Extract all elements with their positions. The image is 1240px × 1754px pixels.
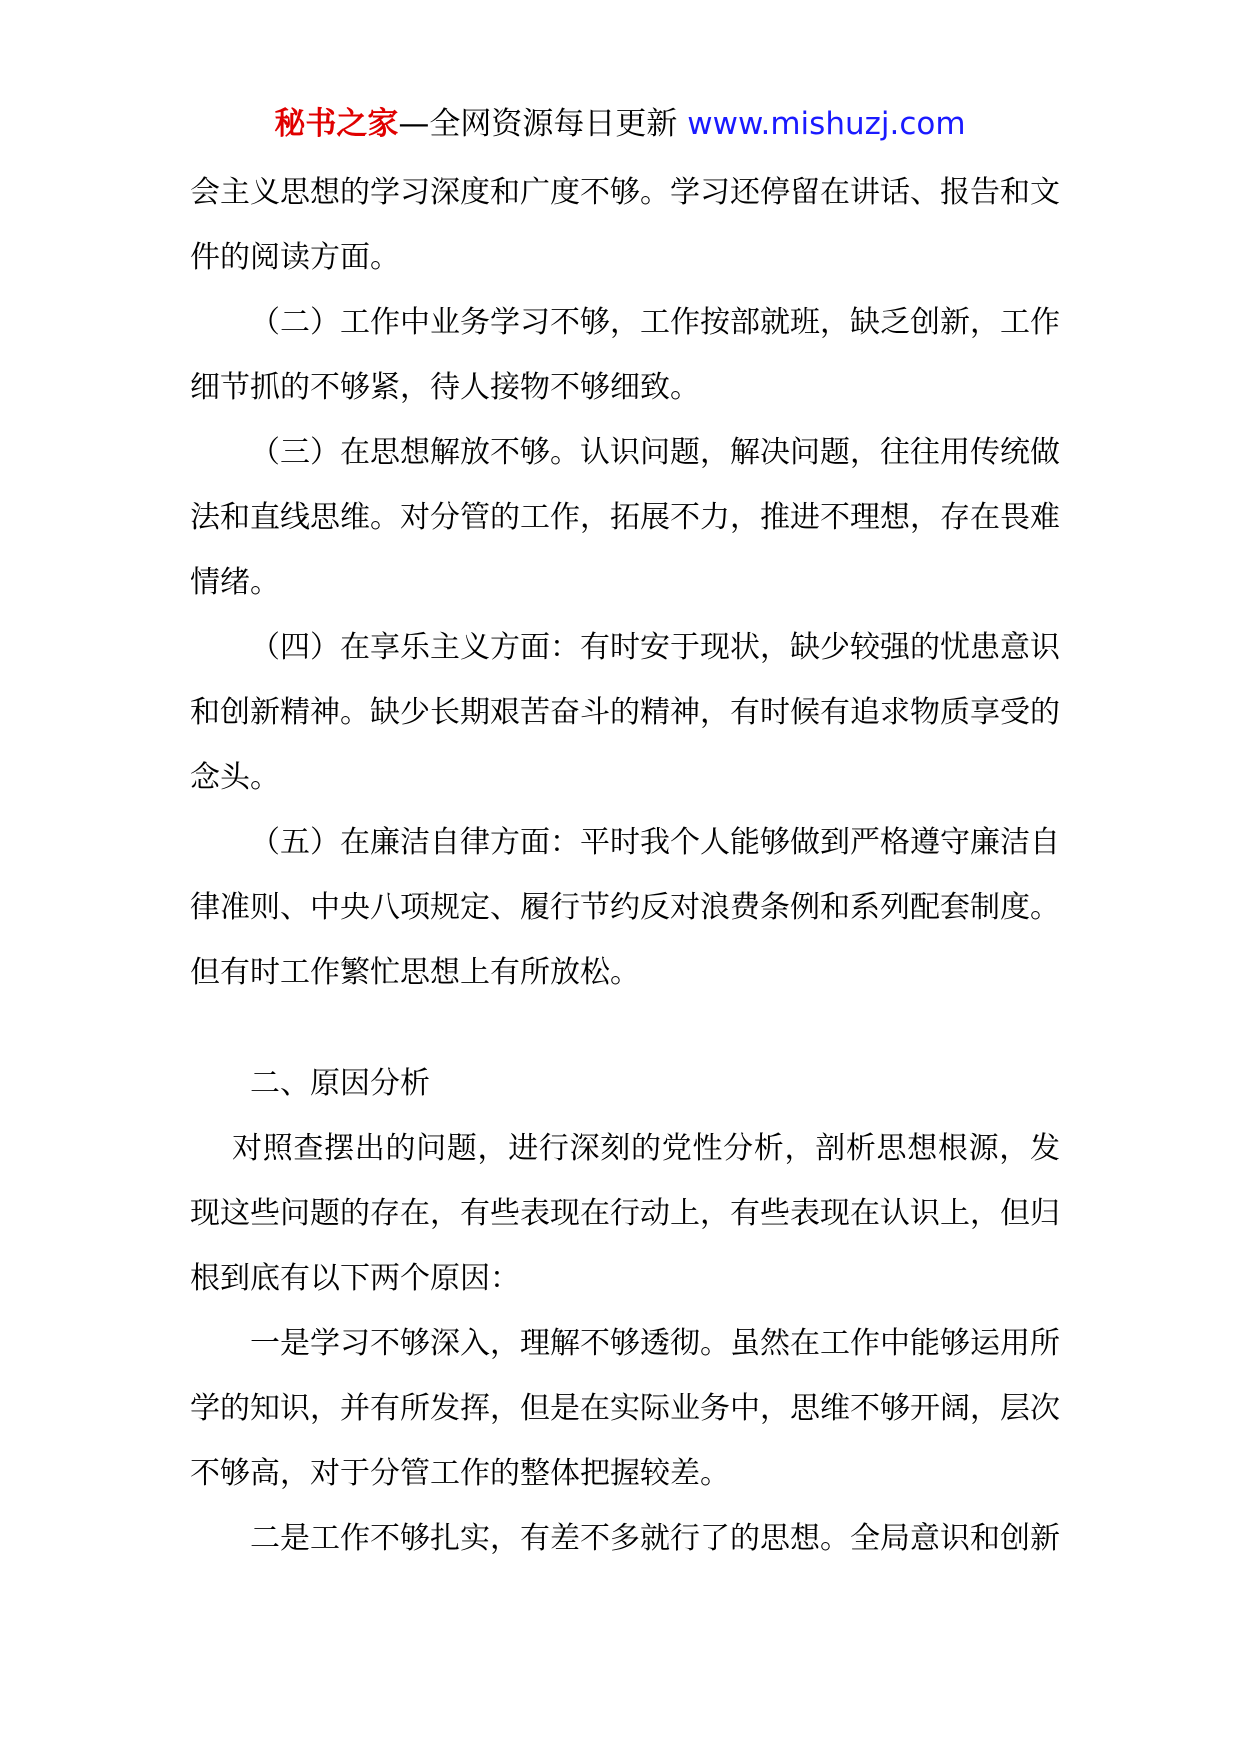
paragraph-analysis-intro: 对照查摆出的问题，进行深刻的党性分析，剖析思想根源，发现这些问题的存在，有些表现在行动上，有些表现在认识上，但归根到底有以下两个原因： [190,1131,1060,1296]
document-body [190,160,1060,1571]
section-heading: 二、原因分析 [250,1066,430,1101]
paragraph-item-5: （五）在廉洁自律方面：平时我个人能够做到严格遵守廉洁自律准则、中央八项规定、履行节约反对浪费条例和系列配套制度。但有时工作繁忙思想上有所放松。 [190,825,1060,990]
paragraph-reason-1: 一是学习不够深入，理解不够透彻。虽然在工作中能够运用所学的知识，并有所发挥，但是在实际业务中，思维不够开阔，层次不够高，对于分管工作的整体把握较差。 [190,1326,1060,1491]
paragraph-item-3: （三）在思想解放不够。认识问题，解决问题，往往用传统做法和直线思维。对分管的工作，拓展不力，推进不理想，存在畏难情绪。 [190,435,1060,600]
page-header [0,100,1240,148]
header-brand: 秘书之家 [274,106,399,142]
paragraph-reason-2: 二是工作不够扎实，有差不多就行了的思想。全局意识和创新 [250,1521,1060,1556]
header-tagline: —全网资源每日更新 [398,106,688,142]
paragraph-item-2: （二）工作中业务学习不够，工作按部就班，缺乏创新，工作细节抓的不够紧，待人接物不够细致。 [190,305,1060,405]
header-url[interactable]: www.mishuzj.com [687,106,966,142]
paragraph-item-4: （四）在享乐主义方面：有时安于现状，缺少较强的忧患意识和创新精神。缺少长期艰苦奋斗的精神，有时候有追求物质享受的念头。 [190,630,1060,795]
paragraph-continuation: 会主义思想的学习深度和广度不够。学习还停留在讲话、报告和文件的阅读方面。 [190,175,1060,275]
